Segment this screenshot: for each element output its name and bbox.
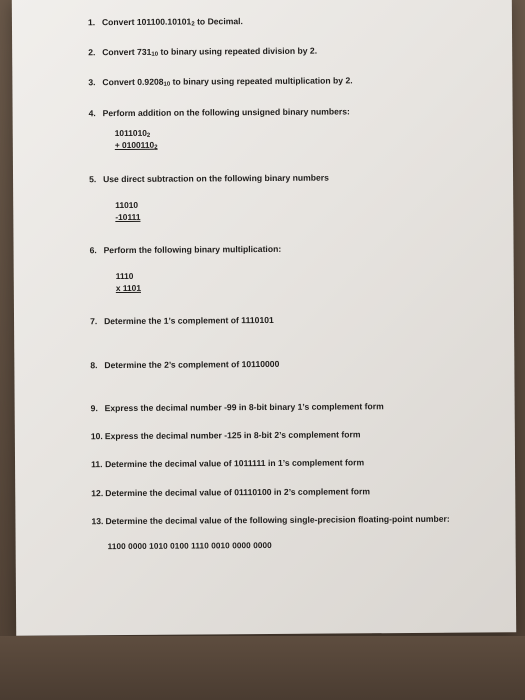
- question-number: 9.: [90, 402, 98, 413]
- question-5: [89, 171, 509, 184]
- addend-1: 10110102: [114, 127, 151, 139]
- question-number: 6.: [89, 245, 97, 256]
- question-number: 3.: [88, 77, 96, 88]
- question-text: Perform the following binary multiplication:: [103, 243, 282, 256]
- floating-point-bits: 1100 0000 1010 0100 1110 0010 0000 0000: [107, 541, 272, 552]
- base-subscript: 10: [163, 82, 171, 89]
- question-text: Convert 0.9208: [102, 77, 164, 88]
- question-number: 4.: [88, 107, 96, 118]
- question-number: 1.: [87, 17, 96, 28]
- question-text: Determine the 1’s complement of 1110101: [104, 314, 274, 327]
- question-text: Determine the 2’s complement of 10110000: [104, 359, 280, 371]
- question-text-end: to binary using repeated multiplication by 2.: [170, 75, 353, 88]
- question-6: [90, 242, 510, 255]
- table-surface: [0, 636, 525, 700]
- multiplication-work: [116, 269, 510, 294]
- worksheet-paper: [12, 0, 516, 636]
- question-number: 13.: [91, 516, 104, 527]
- base-subscript: 2: [191, 21, 195, 28]
- question-text: Determine the decimal value of 1011111 in 1’s complement form: [105, 457, 365, 470]
- question-text: Express the decimal number -99 in 8-bit binary 1’s complement form: [104, 400, 384, 413]
- base-subscript: 10: [151, 51, 159, 58]
- worksheet-content: [88, 14, 512, 552]
- multiplier: x 1101: [115, 282, 142, 293]
- question-4: [89, 105, 509, 118]
- question-text-end: to Decimal.: [194, 16, 243, 27]
- question-text-end: to binary using repeated division by 2.: [158, 45, 318, 57]
- question-text: Perform addition on the following unsigned binary numbers:: [102, 105, 350, 118]
- question-text: Determine the decimal value of 01110100 in 2’s complement form: [105, 485, 371, 498]
- addition-work: [115, 125, 509, 152]
- question-number: 12.: [91, 487, 104, 498]
- addend-2: + 01001102: [114, 139, 158, 151]
- question-text: Express the decimal number -125 in 8-bit 2’s complement form: [104, 429, 361, 442]
- question-text: Determine the decimal value of the following single-precision floating-point number:: [105, 513, 450, 527]
- question-number: 5.: [89, 174, 97, 185]
- subtrahend: -10111: [115, 211, 141, 222]
- question-number: 2.: [88, 47, 96, 58]
- question-number: 10.: [90, 431, 103, 442]
- question-number: 7.: [90, 316, 98, 327]
- question-13: [91, 513, 511, 526]
- question-text: Use direct subtraction on the following binary numbers: [103, 172, 329, 185]
- multiplicand: 1110: [115, 271, 134, 282]
- question-text: Convert 731: [102, 46, 152, 58]
- question-number: 11.: [91, 459, 103, 470]
- question-text: Convert 101100.10101: [101, 16, 192, 28]
- subtraction-work: [115, 198, 509, 223]
- question-number: 8.: [90, 360, 98, 371]
- minuend: 11010: [115, 200, 139, 211]
